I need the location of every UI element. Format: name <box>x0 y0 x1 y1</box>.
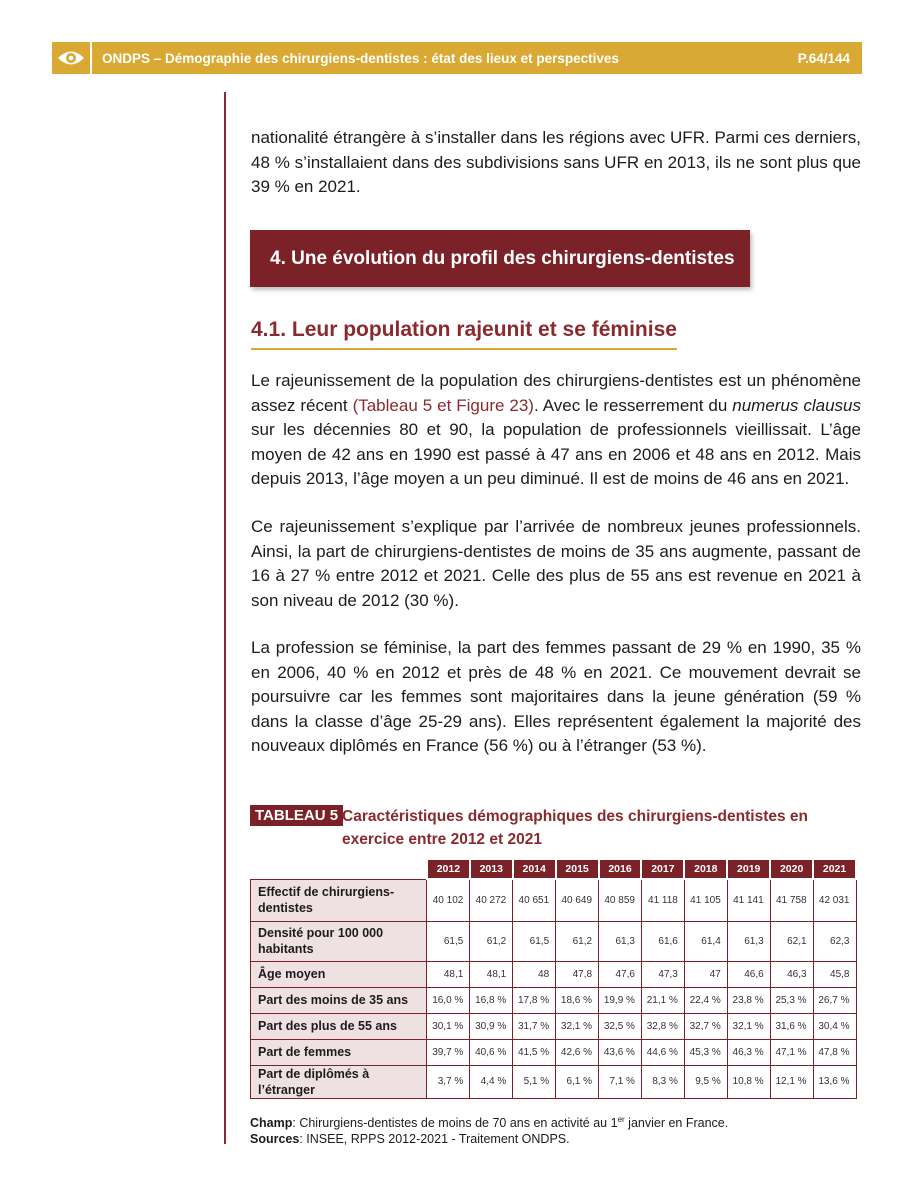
year-header-cell: 2014 <box>513 859 556 879</box>
table-cell: 47,1 % <box>770 1039 813 1065</box>
year-header-cell: 2020 <box>770 859 813 879</box>
year-header-cell: 2015 <box>556 859 599 879</box>
table-row <box>251 1013 857 1039</box>
year-header-cell: 2016 <box>599 859 642 879</box>
p2-text: Ce rajeunissement s’explique par l’arrivée de nombreux jeunes professionnels. Ainsi, la part de chirurgiens-dentistes de moins de 35 ans augmente, passant de 16 à 27 % entre 2012 et 2021. Celle des plus de 55 ans est revenue en 2021 à son niveau de 2012 (30 %). <box>251 517 861 610</box>
p1-text-b: . Avec le resserrement du <box>533 395 733 415</box>
eye-logo <box>52 42 92 74</box>
page-number: P.64/144 <box>797 50 850 66</box>
table-cell: 41,5 % <box>513 1039 556 1065</box>
table-cell: 46,3 <box>770 961 813 987</box>
row-label: Densité pour 100 000 habitants <box>251 921 427 961</box>
paragraph-3 <box>251 636 861 759</box>
subsection-heading: 4.1. Leur population rajeunit et se féminise <box>251 318 677 350</box>
table-cell: 39,7 % <box>427 1039 470 1065</box>
table-row <box>251 987 857 1013</box>
table-row <box>251 1039 857 1065</box>
table-cell: 10,8 % <box>727 1065 770 1098</box>
table-notes <box>250 1112 728 1147</box>
table-cell: 26,7 % <box>813 987 856 1013</box>
p3-text: La profession se féminise, la part des femmes passant de 29 % en 1990, 35 % en 2006, 40 % en 2012 et près de 48 % en 2021. Ce mouvement devrait se poursuivre car les femmes sont majoritaires dans la jeune génération (59 % dans la classe d’âge 25-29 ans). Elles représentent également la majorité des nouveaux diplômés en France (56 %) ou à l’étranger (53 %). <box>251 638 861 755</box>
paragraph-1 <box>251 369 861 492</box>
table-cell: 61,5 <box>427 921 470 961</box>
table-cell: 42 031 <box>813 879 856 921</box>
table-cell: 32,8 % <box>641 1013 684 1039</box>
table-cell: 5,1 % <box>513 1065 556 1098</box>
table-cell: 9,5 % <box>684 1065 727 1098</box>
section-heading: 4. Une évolution du profil des chirurgiens-dentistes <box>250 230 750 287</box>
table-cell: 32,5 % <box>599 1013 642 1039</box>
table-cell: 31,7 % <box>513 1013 556 1039</box>
p1-text-c: sur les décennies 80 et 90, la population de professionnels vieillissait. L’âge moyen de 42 ans en 1990 est passé à 47 ans en 2006 et 48 ans en 2012. Mais depuis 2013, l’âge moyen a un peu diminué. Il est de moins de 46 ans en 2021. <box>251 420 861 488</box>
table-cell: 41 118 <box>641 879 684 921</box>
table-cell: 62,3 <box>813 921 856 961</box>
table-cell: 16,0 % <box>427 987 470 1013</box>
table-cell: 19,9 % <box>599 987 642 1013</box>
table-cell: 47,8 % <box>813 1039 856 1065</box>
table-cell: 48,1 <box>427 961 470 987</box>
table-cell: 16,8 % <box>470 987 513 1013</box>
year-header-cell: 2019 <box>727 859 770 879</box>
table-cell: 12,1 % <box>770 1065 813 1098</box>
table-cell: 47,3 <box>641 961 684 987</box>
table-body <box>251 879 857 1098</box>
table-cell: 41 758 <box>770 879 813 921</box>
table-cell: 17,8 % <box>513 987 556 1013</box>
table-cell: 40 651 <box>513 879 556 921</box>
row-label: Effectif de chirurgiens-dentistes <box>251 879 427 921</box>
table-cell: 44,6 % <box>641 1039 684 1065</box>
table-cell: 47,8 <box>556 961 599 987</box>
year-header-row <box>251 859 857 879</box>
table-cell: 18,6 % <box>556 987 599 1013</box>
table-cell: 61,4 <box>684 921 727 961</box>
table-cell: 43,6 % <box>599 1039 642 1065</box>
table-cell: 61,2 <box>470 921 513 961</box>
table-cell: 32,1 % <box>727 1013 770 1039</box>
table-cell: 47 <box>684 961 727 987</box>
table-cell: 4,4 % <box>470 1065 513 1098</box>
table-cell: 13,6 % <box>813 1065 856 1098</box>
paragraph-2 <box>251 515 861 613</box>
row-label: Âge moyen <box>251 961 427 987</box>
table-cell: 40 272 <box>470 879 513 921</box>
table-row <box>251 921 857 961</box>
table-caption: Caractéristiques démographiques des chirurgiens-dentistes en exercice entre 2012 et 2021 <box>342 808 808 848</box>
table-cell: 7,1 % <box>599 1065 642 1098</box>
table-cell: 61,5 <box>513 921 556 961</box>
table-cell: 45,8 <box>813 961 856 987</box>
table-badge: TABLEAU 5 <box>250 805 343 826</box>
intro-paragraph: nationalité étrangère à s’installer dans les régions avec UFR. Parmi ces derniers, 48 % s’installaient dans des subdivisions sans UFR en 2013, ils ne sont plus que 39 % en 2021. <box>251 128 861 196</box>
margin-rule <box>224 92 226 1144</box>
table-cell: 48 <box>513 961 556 987</box>
table-cell: 40 649 <box>556 879 599 921</box>
row-label: Part de femmes <box>251 1039 427 1065</box>
row-label: Part des plus de 55 ans <box>251 1013 427 1039</box>
table-title <box>250 805 870 848</box>
table-cell: 40 102 <box>427 879 470 921</box>
table-cell: 46,3 % <box>727 1039 770 1065</box>
table-cell: 32,7 % <box>684 1013 727 1039</box>
demographics-table <box>250 858 857 1099</box>
table-cell: 22,4 % <box>684 987 727 1013</box>
row-label: Part de diplômés à l’étranger <box>251 1065 427 1098</box>
table-row <box>251 879 857 921</box>
table-cell: 61,2 <box>556 921 599 961</box>
table-cell: 23,8 % <box>727 987 770 1013</box>
table-cell: 40,6 % <box>470 1039 513 1065</box>
year-header-cell: 2021 <box>813 859 856 879</box>
table-cell: 30,4 % <box>813 1013 856 1039</box>
table-cell: 61,3 <box>727 921 770 961</box>
table-cell: 41 141 <box>727 879 770 921</box>
p1-text-a: Le rajeunissement de la population des chirurgiens-dentistes est un phénomène assez récent <box>251 371 861 415</box>
table-cell: 31,6 % <box>770 1013 813 1039</box>
eye-icon <box>57 49 85 67</box>
champ-note: Champ: Chirurgiens-dentistes de moins de 70 ans en activité au 1er janvier en France. <box>250 1115 729 1131</box>
table-cell: 61,6 <box>641 921 684 961</box>
table-cell: 40 859 <box>599 879 642 921</box>
table-cell: 46,6 <box>727 961 770 987</box>
year-header-cell: 2012 <box>427 859 470 879</box>
table-cell: 8,3 % <box>641 1065 684 1098</box>
intro-block <box>251 126 861 200</box>
year-header-cell: 2018 <box>684 859 727 879</box>
table-cell: 3,7 % <box>427 1065 470 1098</box>
table-cell: 25,3 % <box>770 987 813 1013</box>
table-cell: 6,1 % <box>556 1065 599 1098</box>
table-cell: 21,1 % <box>641 987 684 1013</box>
header-corner <box>251 859 427 879</box>
table-cell: 45,3 % <box>684 1039 727 1065</box>
p1-emphasis: numerus clausus <box>732 395 861 415</box>
header-title: ONDPS – Démographie des chirurgiens-dentistes : état des lieux et perspectives <box>102 50 619 66</box>
table-cell: 61,3 <box>599 921 642 961</box>
row-label: Part des moins de 35 ans <box>251 987 427 1013</box>
table-cell: 32,1 % <box>556 1013 599 1039</box>
sources-note: Sources: INSEE, RPPS 2012-2021 - Traitement ONDPS. <box>250 1132 570 1147</box>
table-figure-reference[interactable]: (Tableau 5 et Figure 23) <box>352 395 534 415</box>
table-cell: 47,6 <box>599 961 642 987</box>
year-header-cell: 2013 <box>470 859 513 879</box>
table-cell: 30,1 % <box>427 1013 470 1039</box>
table-cell: 41 105 <box>684 879 727 921</box>
table-cell: 48,1 <box>470 961 513 987</box>
table-cell: 30,9 % <box>470 1013 513 1039</box>
table-row <box>251 961 857 987</box>
table-row <box>251 1065 857 1098</box>
table-cell: 42,6 % <box>556 1039 599 1065</box>
table-cell: 62,1 <box>770 921 813 961</box>
header-bar <box>52 42 862 74</box>
year-header-cell: 2017 <box>641 859 684 879</box>
